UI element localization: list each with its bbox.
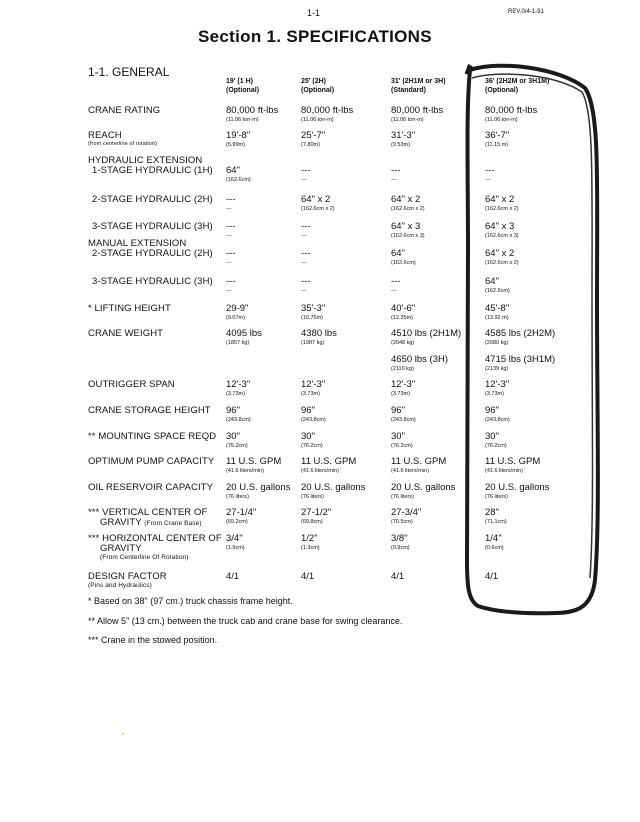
column-note: (Standard) <box>391 87 426 94</box>
value-subtext: (162.6cm x 3) <box>485 233 519 239</box>
value-subtext: (0.9cm) <box>391 545 410 551</box>
value-subtext: (162.6cm) <box>391 260 416 266</box>
value-text: --- <box>301 276 311 287</box>
value-text: 20 U.S. gallons <box>485 482 550 493</box>
value-text: 64" x 3 <box>391 221 421 232</box>
value-subtext: (76.2cm) <box>485 443 507 449</box>
label-man-2h: 2-STAGE HYDRAULIC (2H) <box>92 248 213 259</box>
value-subtext: (3.73m) <box>391 391 410 397</box>
label-hydraulic-extension: HYDRAULIC EXTENSION <box>88 155 203 166</box>
value-text: 35'-3" <box>301 303 326 314</box>
value-subtext: (0.6cm) <box>485 545 504 551</box>
value-subtext: (1.3cm) <box>301 545 320 551</box>
value-text: 45'-8" <box>485 303 510 314</box>
column-name: 31' (2H1M or 3H) <box>391 78 446 85</box>
value-subtext: (162.6cm) <box>226 177 251 183</box>
value-subtext: (162.6cm x 2) <box>485 260 519 266</box>
annotation-stroke-inner <box>472 74 593 578</box>
value-text: 64" x 2 <box>485 248 515 259</box>
footnote-3: *** Crane in the stowed position. <box>88 635 218 645</box>
value-text: 40'-6" <box>391 303 416 314</box>
label-subtext: (from centerline of rotation) <box>88 141 157 147</box>
value-text: --- <box>301 248 311 259</box>
value-text: 3/4" <box>226 533 243 544</box>
label-hyd-2h: 2-STAGE HYDRAULIC (2H) <box>92 194 213 205</box>
value-subtext: (71.1cm) <box>485 519 507 525</box>
value-text: 64" x 2 <box>485 194 515 205</box>
value-text: 29-9" <box>226 303 249 314</box>
value-text: 27-3/4" <box>391 507 422 518</box>
value-text: 11 U.S. GPM <box>301 456 357 467</box>
paper-mark <box>122 733 124 735</box>
value-subtext: (162.6cm x 2) <box>301 206 335 212</box>
value-subtext: (243.8cm) <box>226 417 251 423</box>
label-man-3h: 3-STAGE HYDRAULIC (3H) <box>92 276 213 287</box>
value-text: 31'-3" <box>391 130 416 141</box>
label-text: GRAVITY <box>100 543 142 554</box>
value-text: 80,000 ft-lbs <box>485 105 538 116</box>
value-subtext: (162.6cm x 2) <box>391 206 425 212</box>
value-subtext: (69.8cm) <box>301 519 323 525</box>
label-lifting-height: * LIFTING HEIGHT <box>88 303 171 314</box>
value-subtext: (11.06 ton-m) <box>226 117 259 123</box>
value-subtext: (162.6cm x 3) <box>391 233 425 239</box>
value-text: 12'-3" <box>391 379 416 390</box>
value-text: --- <box>226 248 236 259</box>
label-crane-rating: CRANE RATING <box>88 105 161 116</box>
value-text: --- <box>391 165 401 176</box>
value-subtext: (11.06 ton-m) <box>301 117 334 123</box>
value-text: 1/4" <box>485 533 502 544</box>
footnote-1: * Based on 38" (97 cm.) truck chassis frame height. <box>88 596 293 606</box>
value-text: 36'-7" <box>485 130 510 141</box>
label-subtext: (Pins and Hydraulics) <box>88 582 152 589</box>
value-subtext: (7.80m) <box>301 142 320 148</box>
value-subtext: (162.6cm) <box>485 288 510 294</box>
value-text: 30" <box>301 431 315 442</box>
value-subtext: (41.6 liters/min) <box>226 468 264 474</box>
value-text: 4510 lbs (2H1M) <box>391 328 462 339</box>
label-storage-height: CRANE STORAGE HEIGHT <box>88 405 211 416</box>
value-subtext: (69.2cm) <box>226 519 248 525</box>
value-subtext: --- <box>485 177 491 183</box>
value-text: 28" <box>485 507 499 518</box>
label-crane-weight: CRANE WEIGHT <box>88 328 164 339</box>
value-text: 64" x 2 <box>301 194 331 205</box>
value-subtext: (1987 kg) <box>301 340 325 346</box>
value-subtext: (243.8cm) <box>485 417 510 423</box>
value-subtext: (11.15 m) <box>485 142 509 148</box>
value-subtext: (9.07m) <box>226 315 245 321</box>
value-text: 64" <box>485 276 499 287</box>
value-subtext: (3.73m) <box>226 391 245 397</box>
value-subtext: (41.6 liters/min) <box>485 468 523 474</box>
value-text: 4095 lbs <box>226 328 262 339</box>
column-note: (Optional) <box>226 87 260 94</box>
value-subtext: (70.5cm) <box>391 519 413 525</box>
value-subtext: --- <box>391 288 397 294</box>
value-subtext: --- <box>301 233 307 239</box>
value-subtext: (41.6 liters/min) <box>391 468 429 474</box>
value-subtext: (12.35m) <box>391 315 414 321</box>
label-text: REACH <box>88 130 122 141</box>
value-subtext: --- <box>226 233 232 239</box>
value-text: 80,000 ft-lbs <box>301 105 354 116</box>
value-text: --- <box>485 165 495 176</box>
value-text: 30" <box>485 431 499 442</box>
label-text: GRAVITY <box>100 517 142 528</box>
value-subtext: (1.9cm) <box>226 545 245 551</box>
value-text: 4380 lbs <box>301 328 337 339</box>
value-subtext: --- <box>301 177 307 183</box>
value-text: 4/1 <box>485 571 499 582</box>
value-subtext: (76 liters) <box>391 494 414 500</box>
value-subtext: --- <box>226 260 232 266</box>
value-subtext: (2080 kg) <box>485 340 509 346</box>
value-text: 64" <box>226 165 240 176</box>
value-text: 96" <box>301 405 315 416</box>
value-text: 20 U.S. gallons <box>226 482 291 493</box>
value-text: 64" <box>391 248 405 259</box>
value-subtext: (41.6 liters/min) <box>301 468 339 474</box>
value-subtext: (76 liters) <box>226 494 249 500</box>
value-subtext: (3.73m) <box>301 391 320 397</box>
value-subtext: (243.8cm) <box>301 417 326 423</box>
value-text: 30" <box>226 431 240 442</box>
value-text: 11 U.S. GPM <box>485 456 541 467</box>
label-pump-capacity: OPTIMUM PUMP CAPACITY <box>88 456 215 467</box>
label-outrigger-span: OUTRIGGER SPAN <box>88 379 175 390</box>
value-subtext: (11.06 ton-m) <box>391 117 424 123</box>
value-text: 64" x 3 <box>485 221 515 232</box>
label-text: DESIGN FACTOR <box>88 571 167 582</box>
value-text: 27-1/2" <box>301 507 332 518</box>
value-text: --- <box>301 165 311 176</box>
value-text: 4585 lbs (2H2M) <box>485 328 556 339</box>
value-text: 11 U.S. GPM <box>226 456 282 467</box>
column-name: 25' (2H) <box>301 78 327 85</box>
value-text: --- <box>226 276 236 287</box>
value-text: 25'-7" <box>301 130 326 141</box>
value-text: 4/1 <box>301 571 315 582</box>
label-text: *** VERTICAL CENTER OF <box>88 507 208 518</box>
value-text: 20 U.S. gallons <box>391 482 456 493</box>
label-hyd-1h: 1-STAGE HYDRAULIC (1H) <box>92 165 213 176</box>
value-subtext: --- <box>301 288 307 294</box>
value-subtext: (2139 kg) <box>485 366 509 372</box>
value-text: --- <box>391 276 401 287</box>
value-text: 4/1 <box>391 571 405 582</box>
label-hyd-3h: 3-STAGE HYDRAULIC (3H) <box>92 221 213 232</box>
column-name: 36' (2H2M or 3H1M) <box>485 78 550 85</box>
value-text: 80,000 ft-lbs <box>226 105 279 116</box>
value-text: 3/8" <box>391 533 408 544</box>
value-subtext: (76 liters) <box>301 494 324 500</box>
value-subtext: (11.06 ton-m) <box>485 117 518 123</box>
value-text: --- <box>226 221 236 232</box>
value-subtext: (5.99m) <box>226 142 245 148</box>
value-subtext: (9.53m) <box>391 142 410 148</box>
value-text: 96" <box>485 405 499 416</box>
value-subtext: --- <box>226 206 232 212</box>
label-subtext: (From Crane Base) <box>144 520 202 527</box>
label-manual-extension: MANUAL EXTENSION <box>88 238 187 249</box>
value-text: 4650 lbs (3H) <box>391 354 449 365</box>
value-text: 19'-8" <box>226 130 251 141</box>
value-text: 64" x 2 <box>391 194 421 205</box>
value-text: 96" <box>226 405 240 416</box>
value-text: 80,000 ft-lbs <box>391 105 444 116</box>
value-subtext: (76 liters) <box>485 494 508 500</box>
label-oil-reservoir: OIL RESERVOIR CAPACITY <box>88 482 214 493</box>
value-subtext: --- <box>301 260 307 266</box>
column-note: (Optional) <box>485 87 519 94</box>
value-subtext: (3.73m) <box>485 391 504 397</box>
value-subtext: (243.8cm) <box>391 417 416 423</box>
label-mounting-space: ** MOUNTING SPACE REQD <box>88 431 217 442</box>
value-text: 12'-3" <box>301 379 326 390</box>
value-subtext: (13.92 m) <box>485 315 509 321</box>
value-text: --- <box>301 221 311 232</box>
section-heading: 1-1. GENERAL <box>88 65 170 79</box>
value-text: 12'-3" <box>485 379 510 390</box>
value-text: 4715 lbs (3H1M) <box>485 354 556 365</box>
footnote-2: ** Allow 5" (13 cm.) between the truck cab and crane base for swing clearance. <box>88 616 403 626</box>
label-text: *** HORIZONTAL CENTER OF <box>88 533 222 544</box>
value-text: 12'-3" <box>226 379 251 390</box>
page-title: Section 1. SPECIFICATIONS <box>198 27 432 46</box>
value-subtext: --- <box>391 177 397 183</box>
value-text: 4/1 <box>226 571 240 582</box>
value-subtext: (10.75m) <box>301 315 324 321</box>
column-name: 19' (1 H) <box>226 78 253 85</box>
value-subtext: --- <box>226 288 232 294</box>
value-text: 11 U.S. GPM <box>391 456 447 467</box>
label-subtext: (From Centerline Of Rotation) <box>100 554 189 561</box>
value-subtext: (2048 kg) <box>391 340 415 346</box>
annotation-stroke <box>467 66 598 614</box>
value-subtext: (76.2cm) <box>226 443 248 449</box>
value-subtext: (76.2cm) <box>301 443 323 449</box>
revision-mark: REV.0/4-1-91 <box>508 9 544 15</box>
value-subtext: (76.2cm) <box>391 443 413 449</box>
page-number: 1-1 <box>307 8 321 18</box>
value-subtext: (2110 kg) <box>391 366 414 372</box>
value-text: 1/2" <box>301 533 318 544</box>
value-text: 96" <box>391 405 405 416</box>
value-text: 20 U.S. gallons <box>301 482 366 493</box>
value-subtext: (1857 kg) <box>226 340 250 346</box>
column-note: (Optional) <box>301 87 335 94</box>
value-subtext: (162.6cm x 2) <box>485 206 519 212</box>
value-text: 30" <box>391 431 405 442</box>
value-text: --- <box>226 194 236 205</box>
value-text: 27-1/4" <box>226 507 257 518</box>
